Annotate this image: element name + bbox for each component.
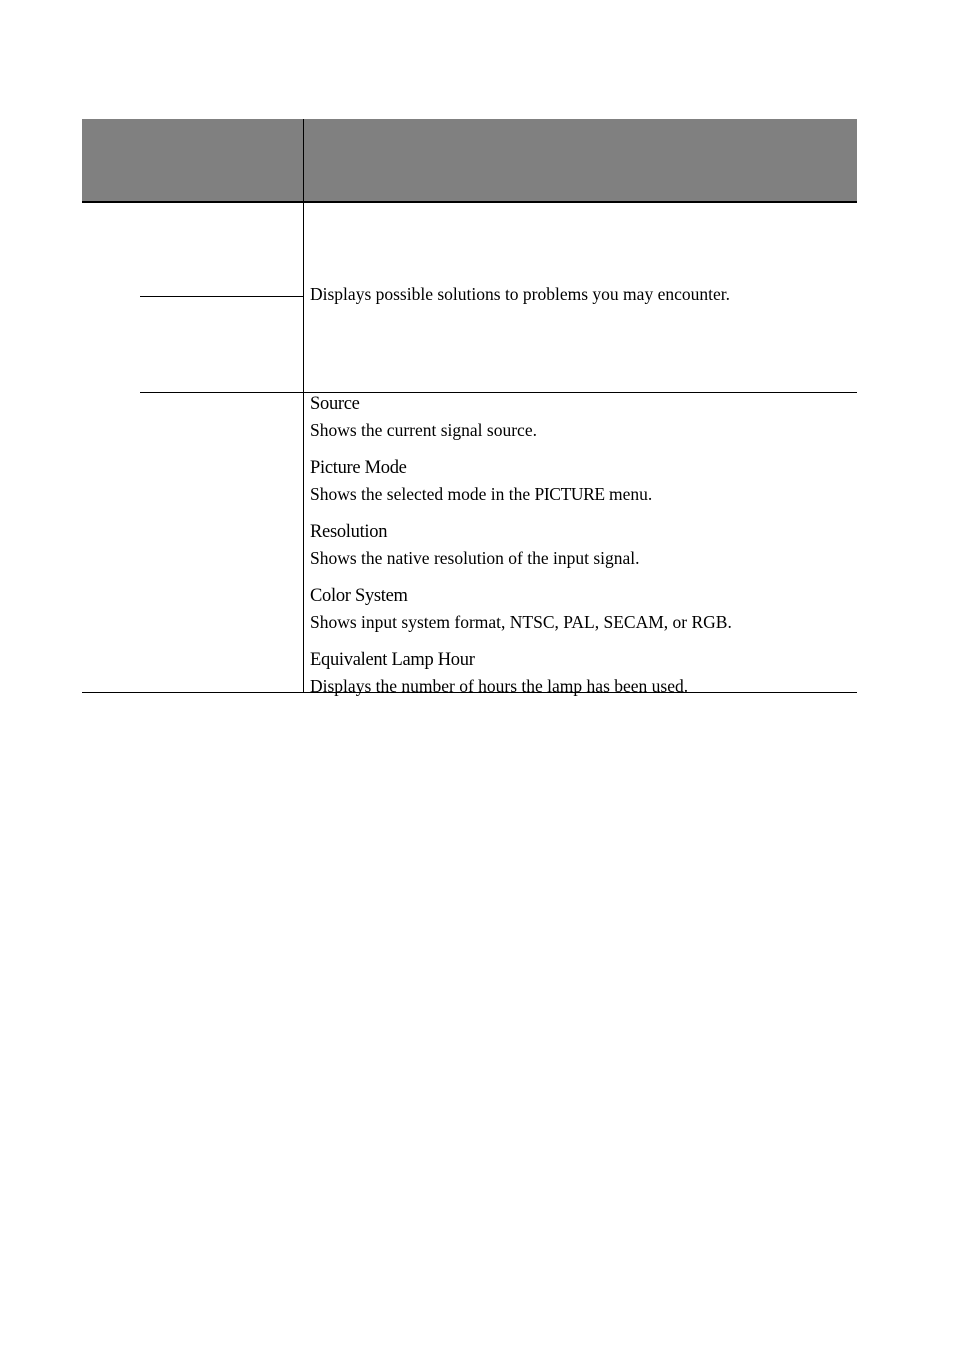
info-item-source	[310, 393, 850, 441]
header-bottom-rule	[82, 201, 857, 203]
column-divider	[303, 119, 304, 693]
info-item-title: Resolution	[310, 522, 388, 542]
table-header-description-cell	[304, 119, 857, 201]
info-item-title: Picture Mode	[310, 458, 407, 478]
menu-name-reference: PICTURE	[534, 484, 605, 504]
troubleshooting-description: Displays possible solutions to problems you may encounter.	[310, 284, 730, 304]
sub-row-rule	[140, 296, 303, 297]
info-item-title: Color System	[310, 586, 408, 606]
info-item-title: Source	[310, 394, 360, 414]
info-item-description: Shows the native resolution of the input signal.	[310, 548, 640, 568]
description-text: Shows the selected mode in the	[310, 484, 535, 504]
description-text: menu.	[604, 484, 653, 504]
info-item-picture-mode	[310, 457, 850, 505]
info-item-color-system	[310, 585, 850, 633]
info-item-description: Shows input system format, NTSC, PAL, SECAM, or RGB.	[310, 612, 732, 632]
info-item-equivalent-lamp-hour	[310, 649, 850, 697]
info-item-resolution	[310, 521, 850, 569]
info-item-description: Shows the current signal source.	[310, 420, 537, 440]
information-description-cell	[310, 393, 850, 697]
info-item-title: Equivalent Lamp Hour	[310, 650, 475, 670]
table-header-function-cell	[82, 119, 303, 201]
info-item-description	[310, 483, 850, 505]
info-item-description: Displays the number of hours the lamp has been used.	[310, 676, 689, 696]
